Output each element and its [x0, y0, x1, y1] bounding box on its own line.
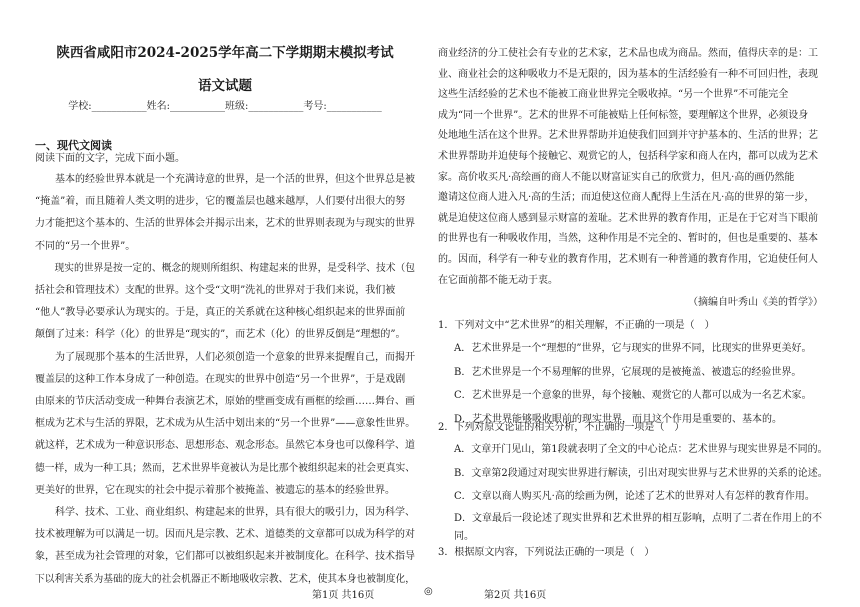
passage-line: 现实的世界是按一定的、概念的规则所组织、构建起来的世界，是受科学、技术（包 [35, 262, 415, 274]
passage-line: 就这样，艺术成为一种意识形态、思想形态、观念形态。虽然它本身也可以像科学、道 [35, 440, 415, 452]
question-stem: 1．下列对文中“艺术世界”的相关理解，不正确的一项是（ ） [438, 320, 715, 331]
answer-option: A．文章开门见山，第1段就表明了全文的中心论点：艺术世界与现实世界是不同的。 [454, 444, 828, 455]
passage-line: 科学、技术、工业、商业组织、构建起来的世界，具有很大的吸引力，因为科学、 [35, 507, 415, 518]
answer-option: B．艺术世界是一个不易理解的世界，它展现的是被掩盖、被遗忘的经验世界。 [454, 366, 802, 378]
passage-line: 家。高价收买凡·高绘画的商人不能以财富证实自己的欣赏力，但凡·高的画仍然能 [438, 171, 795, 183]
passage-line: 颠倒了过来：科学（化）的世界是“现实的”，而艺术（化）的世界反倒是“理想的”。 [35, 329, 406, 341]
question-stem: 2．下列对原文论证的相关分析，不正确的一项是（ ） [438, 422, 685, 433]
passage-line: 就是迫使这位商人感到显示财富的羞耻。艺术世界的教育作用，正是在于它对当下眼前 [438, 212, 818, 224]
answer-option: C．艺术世界是一个意象的世界，每个接触、观赏它的人都可以成为一名艺术家。 [454, 390, 812, 401]
passage-line: 邀请这位商人进入凡·高的生活；而迫使这位商人配得上生活在凡·高的世界的第一步， [438, 192, 815, 204]
answer-option: C．文章以商人购买凡·高的绘画为例，论述了艺术的世界对人有怎样的教育作用。 [454, 491, 815, 502]
passage-line: 为了展现那个基本的生活世界，人们必须创造一个意象的世界来提醒自己，而揭开 [35, 351, 415, 363]
section-heading: 一、现代文阅读 [35, 139, 112, 152]
passage-line: 括社会和管理技术）支配的世界。这个受“文明”洗礼的世界对于我们来说，我们被 [35, 285, 396, 296]
passage-line: 技术被理解为可以满足一切。因而凡是宗教、艺术、道德类的文章都可以成为科学的对 [35, 529, 415, 541]
question-stem: 3．根据原文内容，下列说法正确的一项是（ ） [438, 547, 655, 558]
exam-subtitle: 语文试题 [198, 78, 252, 94]
passage-line: 的。因而，科学有一种专业的教育作用，艺术则有一种普通的教育作用，它迫使任何人 [438, 254, 818, 265]
answer-option: B．文章第2段通过对现实世界进行解读，引出对现实世界与艺术世界的关系的论述。 [454, 468, 828, 479]
passage-line: 商业经济的分工使社会有专业的艺术家，艺术品也成为商品。然而，值得庆幸的是：工 [438, 48, 818, 59]
passage-line: 覆盖层的这种工作本身成了一种创造。在现实的世界中创造“另一个世界”，于是戏剧 [35, 373, 406, 385]
passage-line: 的世界也有一种吸收作用，当然，这种作用是不完全的、暂时的，但也是重要的、基本 [438, 233, 818, 245]
answer-option: 同。 [454, 531, 474, 542]
passage-line: 由原来的节庆活动变成一种舞台表演艺术，原始的壁画变成有画框的绘画……舞台、画 [35, 396, 415, 407]
exam-title: 陕西省咸阳市2024-2025学年高二下学期期末模拟考试 [56, 45, 394, 61]
answer-option: D．艺术世界能够吸收眼前的现实世界，而且这个作用是重要的、基本的。 [454, 413, 783, 425]
passage-line: “他人”教导必要承认为现实的。于是，真正的关系就在这种核心组织起来的世界面前 [35, 307, 406, 319]
passage-line: 术世界帮助并迫使每个接触它、观赏它的人，包括科学家和商人在内，都可以成为艺术 [438, 151, 818, 162]
page-number-left: 第1页 共16页 [312, 590, 375, 601]
answer-option: D．文章最后一段论述了现实世界和艺术世界的相互影响，点明了二者在作用上的不 [454, 513, 823, 524]
passage-line: 业、商业社会的这种吸收力不是无限的，因为基本的生活经验有一种不可回归性，表现 [438, 68, 818, 80]
source-citation: （摘编自叶秀山《美的哲学》） [688, 297, 823, 308]
passage-line: 更美好的世界，它在现实的社会中提示着那个被掩盖、被遗忘的基本的经验世界。 [35, 484, 395, 496]
passage-line: 在它面前都不能无动于衷。 [438, 274, 558, 286]
answer-option: A．艺术世界是一个“理想的”世界，它与现实的世界不同，比现实的世界更美好。 [454, 343, 812, 354]
passage-line: 不同的“另一个世界”。 [35, 240, 136, 252]
passage-line: 处地地生活在这个世界。艺术世界帮助并迫使我们回到并守护基本的、生活的世界；艺 [438, 130, 818, 142]
passage-line: 力才能把这个基本的、生活的世界体会并揭示出来，艺术的世界则表现为与现实的世界 [35, 218, 415, 230]
page-number-right: 第2页 共16页 [484, 590, 547, 601]
passage-line: “掩盖”着，而且随着人类文明的进步，它的覆盖层也越来越厚，人们要付出很大的努 [35, 196, 406, 208]
passage-line: 成为“同一个世界”。艺术的世界不可能被贴上任何标签，要理解这个世界，必须设身 [438, 109, 809, 121]
student-info-line: 学校:___________姓名:___________班级:___________考号:___________ [68, 101, 382, 112]
center-mark: ◎ [424, 586, 433, 597]
passage-line: 下以利害关系为基础的庞大的社会机器正不断地吸收宗教、艺术，使其本身也被制度化， [35, 573, 415, 585]
passage-line: 这些生活经验的艺术也不能被工商业世界完全吸收掉。“另一个世界”不可能完全 [438, 89, 789, 101]
passage-line: 德一样，成为一种工具；然而，艺术世界毕竟被认为是比那个被组织起来的社会更真实、 [35, 462, 415, 474]
passage-line: 基本的经验世界本就是一个充满诗意的世界，是一个活的世界，但这个世界总是被 [35, 174, 415, 185]
passage-line: 象，甚至成为社会管理的对象，它们都可以被组织起来并被制度化。在科学、技术指导 [35, 551, 415, 563]
reading-instruction: 阅读下面的文字，完成下面小题。 [35, 153, 185, 164]
passage-line: 框成为艺术与生活的界限，艺术成为从生活中划出来的“另一个世界”——意象性世界。 [35, 418, 416, 430]
